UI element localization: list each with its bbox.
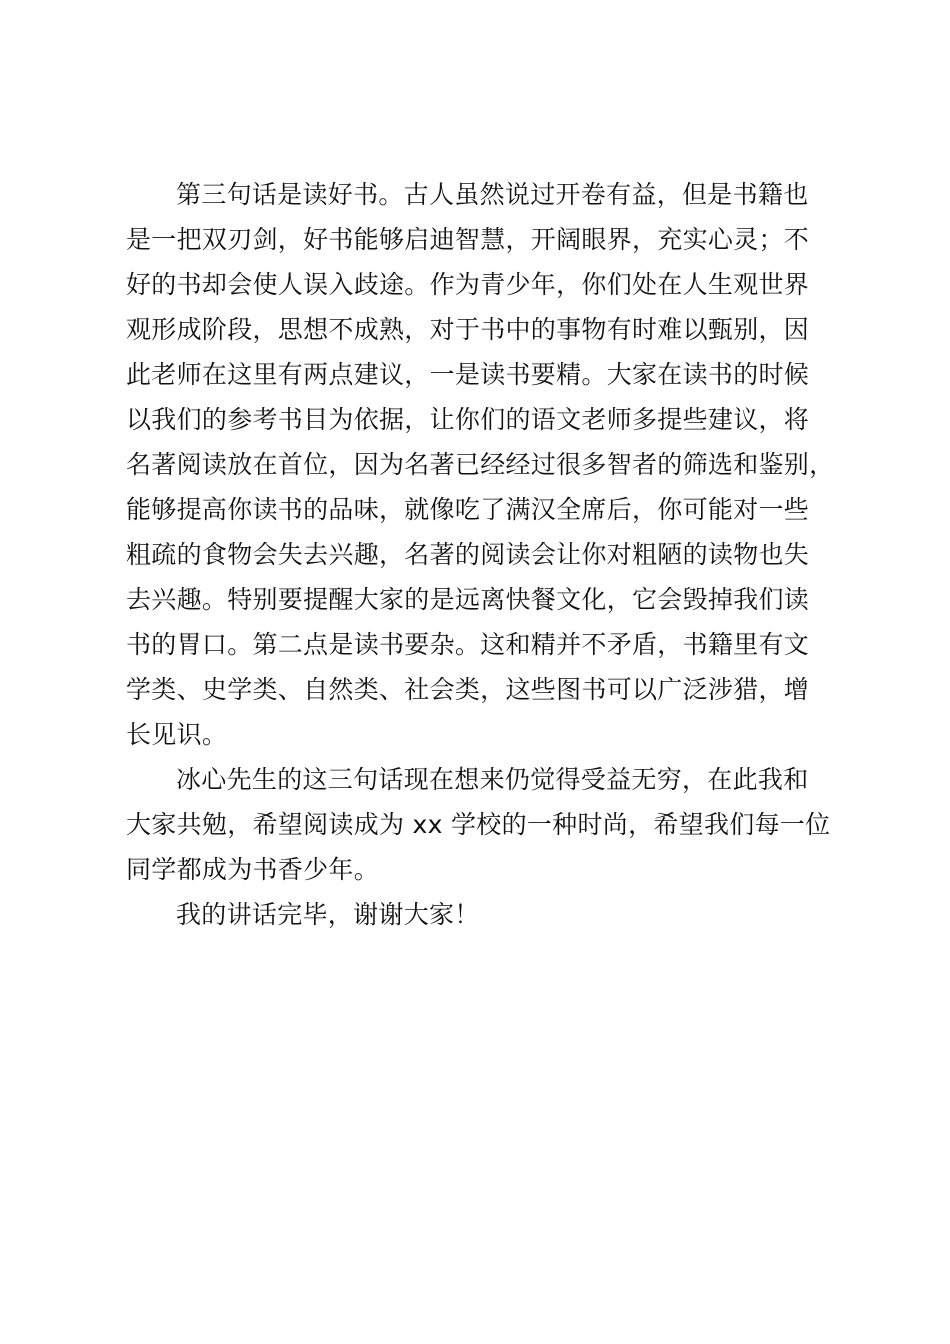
paragraph-line: 长见识。 — [126, 720, 228, 749]
paragraph-line: 能够提高你读书的品味，就像吃了满汉全席后，你可能对一些 — [126, 495, 810, 524]
paragraph-reading-good-books — [126, 172, 836, 757]
paragraph-line: 名著阅读放在首位，因为名著已经经过很多智者的筛选和鉴别， — [126, 450, 835, 479]
paragraph-bingxin-words — [126, 757, 836, 892]
paragraph-line: 学类、史学类、自然类、社会类，这些图书可以广泛涉猎，增 — [126, 675, 810, 704]
paragraph-line: 我的讲话完毕，谢谢大家！ — [176, 900, 480, 929]
paragraph-line: 冰心先生的这三句话现在想来仍觉得受益无穷，在此我和 — [176, 765, 809, 794]
paragraph-line: 大家共勉，希望阅读成为 xx 学校的一种时尚，希望我们每一位 — [126, 810, 831, 839]
paragraph-line: 第三句话是读好书。古人虽然说过开卷有益，但是书籍也 — [176, 180, 809, 209]
paragraph-line: 粗疏的食物会失去兴趣，名著的阅读会让你对粗陋的读物也失 — [126, 540, 810, 569]
paragraph-line: 以我们的参考书目为依据，让你们的语文老师多提些建议，将 — [126, 405, 810, 434]
paragraph-line: 观形成阶段，思想不成熟，对于书中的事物有时难以甄别，因 — [126, 315, 810, 344]
paragraph-line: 好的书却会使人误入歧途。作为青少年，你们处在人生观世界 — [126, 270, 810, 299]
paragraph-line: 去兴趣。特别要提醒大家的是远离快餐文化，它会毁掉我们读 — [126, 585, 810, 614]
paragraph-line: 是一把双刃剑，好书能够启迪智慧，开阔眼界，充实心灵；不 — [126, 225, 810, 254]
paragraph-line: 同学都成为书香少年。 — [126, 855, 380, 884]
paragraph-closing — [126, 892, 836, 937]
paragraph-line: 此老师在这里有两点建议，一是读书要精。大家在读书的时候 — [126, 360, 810, 389]
paragraph-line: 书的胃口。第二点是读书要杂。这和精并不矛盾，书籍里有文 — [126, 630, 810, 659]
document-body — [126, 172, 836, 937]
